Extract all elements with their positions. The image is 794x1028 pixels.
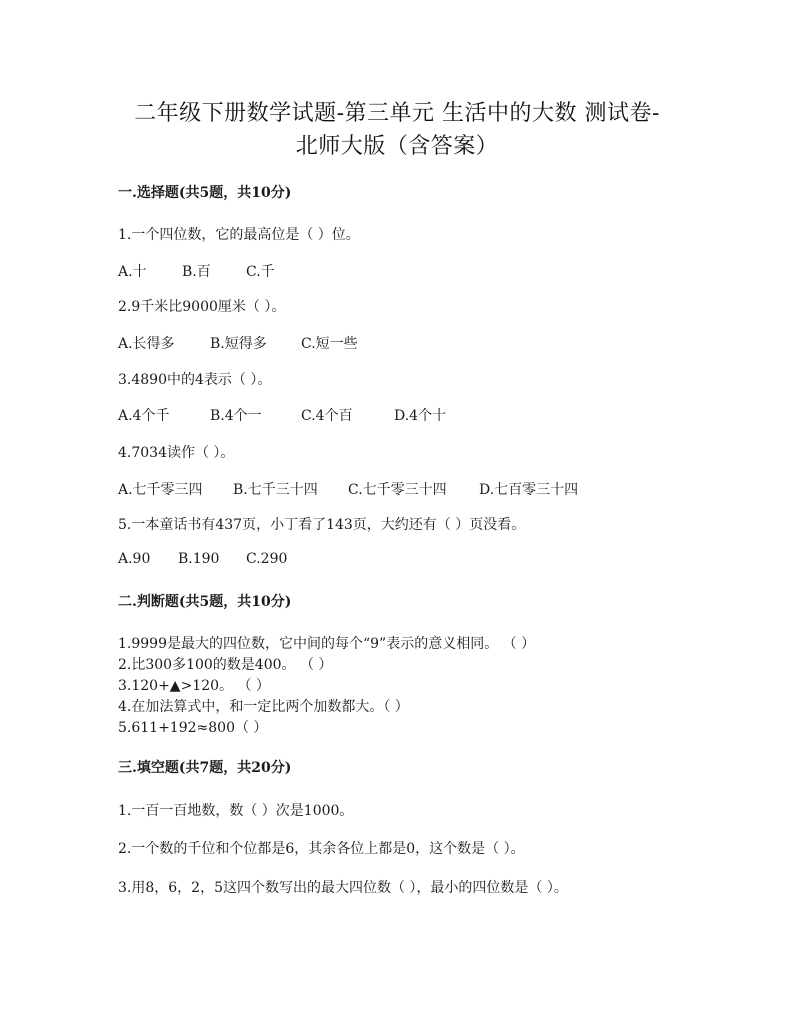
q5-option-c: C.290 [246,551,288,567]
q1-option-b: B.百 [182,264,211,280]
q3-option-a: A.4个千 [118,408,170,424]
q2-option-b: B.短得多 [210,336,267,352]
question-4: 4.7034读作（ ）。 [118,445,235,461]
fill-item-2: 2.一个数的千位和个位都是6，其余各位上都是0，这个数是（ ）。 [118,841,525,857]
section-heading-choice: 一.选择题(共5题，共10分) [118,185,292,201]
judge-item-2: 2.比300多100的数是400。 （ ） [118,657,333,673]
q3-option-c: C.4个百 [301,408,353,424]
q4-option-c: C.七千零三十四 [348,482,447,498]
fill-item-3: 3.用8，6，2，5这四个数写出的最大四位数（ ），最小的四位数是（ ）。 [118,880,568,896]
q4-option-a: A.七千零三四 [118,482,203,498]
q3-option-d: D.4个十 [394,408,447,424]
judge-item-4: 4.在加法算式中，和一定比两个加数都大。（ ） [118,699,409,715]
judge-item-3: 3.120+▲>120。 （ ） [118,678,270,694]
judge-item-1: 1.9999是最大的四位数，它中间的每个“9”表示的意义相同。 （ ） [118,636,536,652]
q4-option-b: B.七千三十四 [233,482,318,498]
q5-option-a: A.90 [118,551,151,567]
page-title-line1: 二年级下册数学试题-第三单元 生活中的大数 测试卷- [134,101,660,126]
section-heading-judge: 二.判断题(共5题，共10分) [118,594,292,610]
q2-option-c: C.短一些 [301,336,358,352]
q3-option-b: B.4个一 [210,408,262,424]
section-heading-fill: 三.填空题(共7题，共20分) [118,760,292,776]
q1-option-a: A.十 [118,264,147,280]
q5-option-b: B.190 [178,551,220,567]
question-1: 1.一个四位数，它的最高位是（ ）位。 [118,227,360,243]
fill-item-1: 1.一百一百地数，数（ ）次是1000。 [118,803,354,819]
judge-item-5: 5.611+192≈800（ ） [118,720,268,736]
question-3: 3.4890中的4表示（ ）。 [118,372,272,388]
question-2: 2.9千米比9000厘米（ ）。 [118,299,286,315]
q2-option-a: A.长得多 [118,336,175,352]
page-title-line2: 北师大版（含答案） [295,134,499,159]
q1-option-c: C.千 [246,264,275,280]
q4-option-d: D.七百零三十四 [479,482,579,498]
question-5: 5.一本童话书有437页，小丁看了143页，大约还有（ ）页没看。 [118,517,526,533]
